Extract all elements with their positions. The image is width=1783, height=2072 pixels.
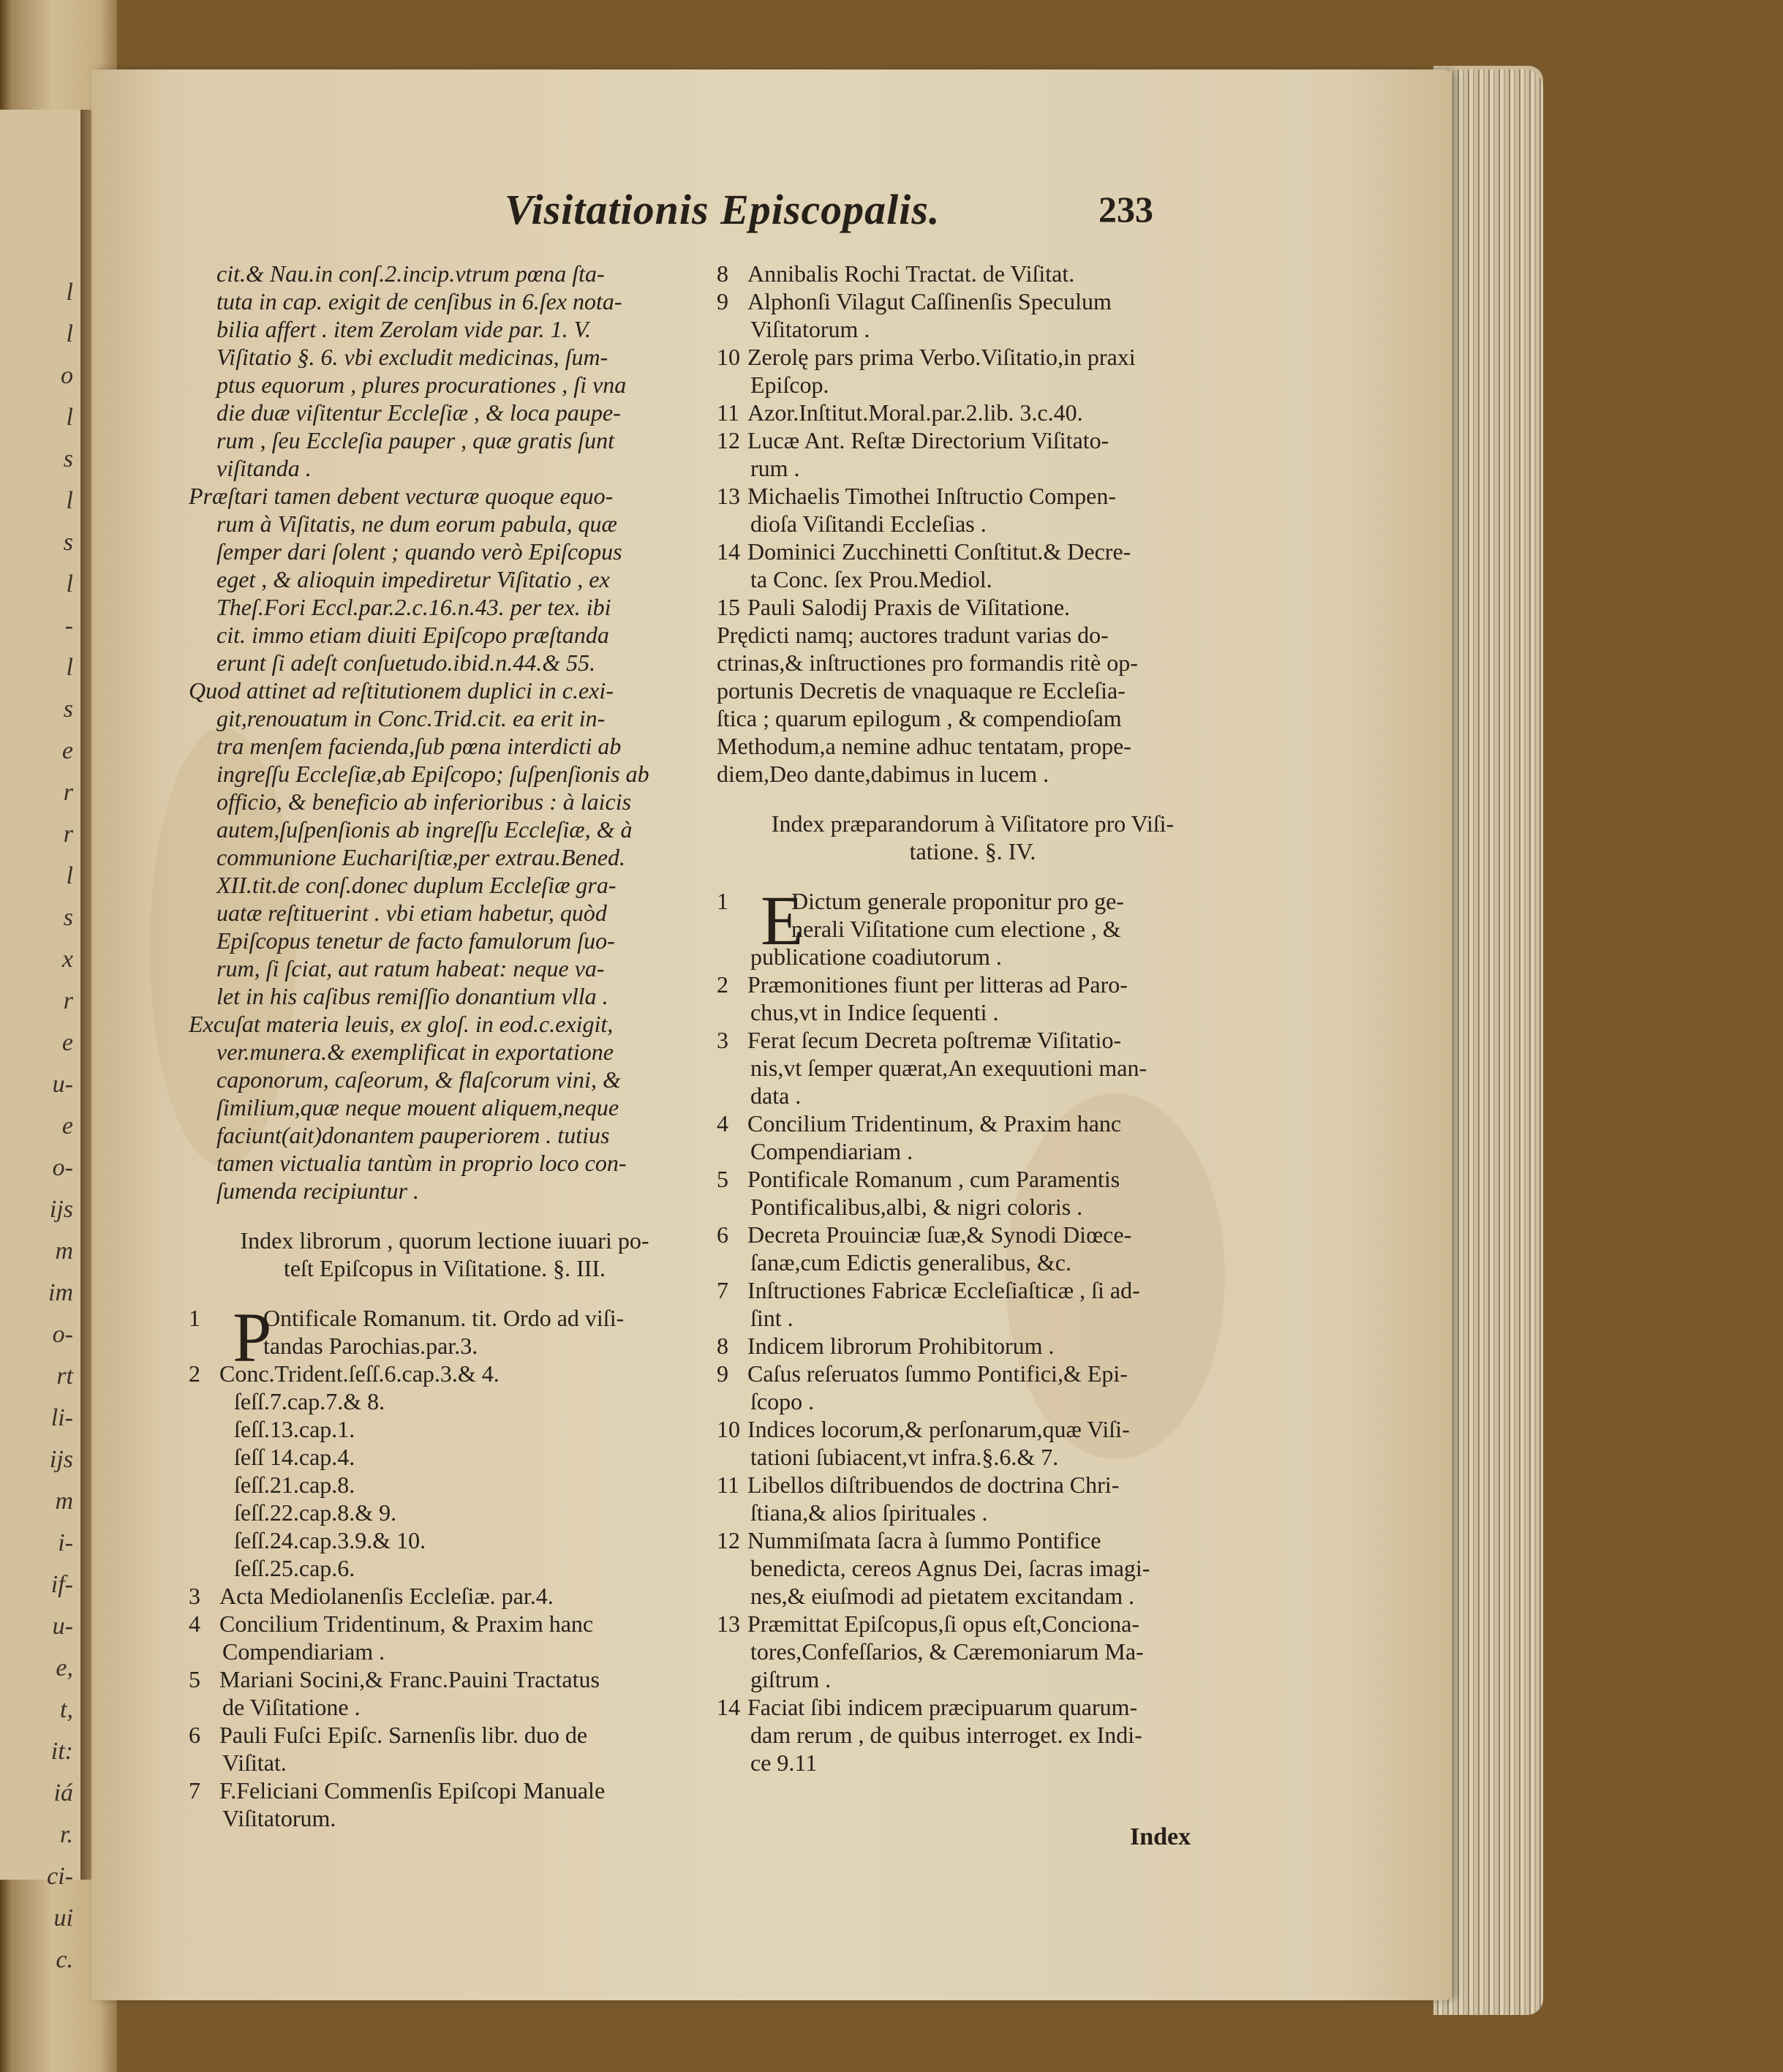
text-line: die duæ viſitentur Eccleſiæ , & loca paupe- bbox=[216, 399, 621, 426]
left-page-fragment: u- bbox=[52, 1071, 73, 1098]
left-page-fragment: e, bbox=[56, 1654, 73, 1681]
item-text: Pauli Fuſci Epiſc. Sarnenſis libr. duo de bbox=[219, 1722, 588, 1748]
list-item bbox=[717, 1610, 1229, 1638]
text-line: Index præparandorum à Viſitatore pro Viſi- bbox=[771, 810, 1175, 837]
item-text: Præmittat Epiſcopus,ſi opus eſt,Conciona- bbox=[747, 1610, 1139, 1637]
text-line: let in his caſibus remiſſio donantium vlla . bbox=[216, 983, 608, 1009]
list-item bbox=[717, 1499, 1229, 1526]
list-item bbox=[189, 1526, 701, 1554]
list-item bbox=[189, 1415, 701, 1443]
list-item bbox=[717, 454, 1229, 482]
item-text: ſeſſ.13.cap.1. bbox=[234, 1416, 355, 1442]
text-line: ctrinas,& inſtructiones pro formandis ritè op- bbox=[717, 649, 1138, 676]
item-text: rum . bbox=[750, 455, 800, 481]
item-text: ſeſſ 14.cap.4. bbox=[234, 1444, 355, 1470]
list-item bbox=[717, 915, 1229, 943]
item-number: 13 bbox=[717, 1610, 740, 1637]
index-iii-heading bbox=[189, 1227, 701, 1282]
item-text: ſanæ,cum Edictis generalibus, &c. bbox=[750, 1249, 1071, 1276]
item-text: ſeſſ.21.cap.8. bbox=[234, 1472, 355, 1498]
item-text: tores,Confeſſarios, & Cæremoniarum Ma- bbox=[750, 1638, 1144, 1665]
item-text: ſtiana,& alios ſpirituales . bbox=[750, 1499, 988, 1526]
item-text: Concilium Tridentinum, & Praxim hanc bbox=[747, 1110, 1122, 1137]
text-line: Præſtari tamen debent vecturæ quoque equo- bbox=[189, 483, 614, 509]
item-text: publicatione coadiutorum . bbox=[750, 943, 1002, 970]
left-page-fragment: s bbox=[63, 696, 73, 723]
text-line: caponorum, caſeorum, & flaſcorum vini, & bbox=[216, 1066, 621, 1093]
text-line: ſemper dari ſolent ; quando verò Epiſcopus bbox=[216, 538, 622, 565]
left-page-fragment: s bbox=[63, 445, 73, 472]
text-line: faciunt(ait)donantem pauperiorem . tutius bbox=[216, 1122, 610, 1148]
left-page-fragment: e bbox=[61, 1029, 73, 1056]
left-page-fragment: im bbox=[48, 1279, 73, 1306]
item-text: Viſitatorum. bbox=[222, 1805, 336, 1831]
left-page-fragment: r bbox=[63, 987, 73, 1014]
item-text: nes,& eiuſmodi ad pietatem excitandam . bbox=[750, 1583, 1135, 1609]
text-line: ptus equorum , plures procurationes , ſi vna bbox=[216, 372, 627, 398]
item-text: ſcopo . bbox=[750, 1388, 815, 1414]
text-line: Methodum,a nemine adhuc tentatam, prope- bbox=[717, 733, 1131, 759]
drop-capital: P bbox=[233, 1298, 272, 1376]
text-line: viſitanda . bbox=[216, 455, 312, 481]
item-text: Conc.Trident.ſeſſ.6.cap.3.& 4. bbox=[219, 1360, 500, 1387]
commentary-text bbox=[189, 260, 701, 1205]
list-item bbox=[717, 315, 1229, 343]
text-line: Quod attinet ad reſtitutionem duplici in c.exi- bbox=[189, 677, 614, 704]
list-item bbox=[717, 971, 1229, 998]
left-page-fragment: r bbox=[63, 779, 73, 806]
text-line: ingreſſu Eccleſiæ,ab Epiſcopo; ſuſpenſionis ab bbox=[216, 761, 649, 787]
list-item bbox=[717, 943, 1229, 971]
text-line: XII.tit.de conſ.donec duplum Eccleſiæ gra- bbox=[216, 872, 617, 898]
list-item bbox=[717, 1360, 1229, 1387]
left-page-fragment: e bbox=[61, 1112, 73, 1139]
index-iv-list bbox=[717, 881, 1229, 1777]
left-page-fragment: l bbox=[66, 862, 73, 889]
text-line: ſimilium,quæ neque mouent aliquem,neque bbox=[216, 1094, 619, 1120]
item-text: dioſa Viſitandi Eccleſias . bbox=[750, 511, 987, 537]
item-text: Decreta Prouinciæ ſuæ,& Synodi Diœce- bbox=[747, 1221, 1132, 1248]
item-text: data . bbox=[750, 1082, 802, 1109]
item-number: 5 bbox=[189, 1666, 200, 1692]
list-item bbox=[717, 1054, 1229, 1082]
text-line: autem,ſuſpenſionis ab ingreſſu Eccleſiæ, & à bbox=[216, 816, 633, 843]
item-text: dam rerum , de quibus interroget. ex Indi- bbox=[750, 1722, 1142, 1748]
item-text: Pauli Salodij Praxis de Viſitatione. bbox=[747, 594, 1071, 620]
list-item bbox=[717, 1582, 1229, 1610]
item-text: ce 9.11 bbox=[750, 1749, 818, 1776]
item-number: 14 bbox=[717, 1694, 740, 1720]
text-line: git,renouatum in Conc.Trid.cit. ea erit in- bbox=[216, 705, 606, 731]
item-number: 4 bbox=[717, 1110, 728, 1137]
text-line: diem,Deo dante,dabimus in lucem . bbox=[717, 761, 1049, 787]
list-item bbox=[189, 1471, 701, 1499]
list-item bbox=[189, 1777, 701, 1804]
list-item bbox=[717, 1554, 1229, 1582]
item-text: nerali Viſitatione cum electione , & bbox=[791, 916, 1121, 942]
list-item bbox=[189, 1332, 701, 1360]
left-page-fragment: c. bbox=[56, 1946, 73, 1973]
list-item bbox=[717, 1387, 1229, 1415]
item-text: ſeſſ.7.cap.7.& 8. bbox=[234, 1388, 385, 1414]
list-item bbox=[717, 1165, 1229, 1193]
page-number: 233 bbox=[1098, 189, 1153, 230]
item-text: tandas Parochias.par.3. bbox=[263, 1333, 478, 1359]
text-line: bilia affert . item Zerolam vide par. 1. V. bbox=[216, 316, 591, 342]
item-text: Ferat ſecum Decreta poſtremæ Viſitatio- bbox=[747, 1027, 1122, 1053]
list-item bbox=[717, 1471, 1229, 1499]
item-text: ſeſſ.22.cap.8.& 9. bbox=[234, 1499, 397, 1526]
item-text: ſeſſ.25.cap.6. bbox=[234, 1555, 355, 1581]
item-number: 6 bbox=[717, 1221, 728, 1248]
item-text: Indicem librorum Prohibitorum . bbox=[747, 1333, 1055, 1359]
item-number: 8 bbox=[717, 1333, 728, 1359]
item-number: 7 bbox=[717, 1277, 728, 1303]
text-line: rum, ſi ſciat, aut ratum habeat: neque va- bbox=[216, 955, 605, 982]
index-iii-list-continued bbox=[717, 260, 1229, 621]
list-item bbox=[717, 1415, 1229, 1443]
item-text: F.Feliciani Commenſis Epiſcopi Manuale bbox=[219, 1777, 606, 1804]
item-text: Concilium Tridentinum, & Praxim hanc bbox=[219, 1610, 594, 1637]
list-item bbox=[717, 1693, 1229, 1721]
left-column bbox=[189, 260, 701, 1832]
list-item bbox=[717, 1332, 1229, 1360]
item-text: Viſitat. bbox=[222, 1749, 287, 1776]
text-line: ſtica ; quarum epilogum , & compendioſam bbox=[717, 705, 1122, 731]
list-item bbox=[717, 482, 1229, 510]
list-item bbox=[717, 1082, 1229, 1110]
list-item bbox=[717, 1193, 1229, 1221]
text-line: eget , & alioquin impediretur Viſitatio , ex bbox=[216, 566, 610, 592]
left-page-fragment: iá bbox=[53, 1779, 73, 1807]
item-number: 2 bbox=[189, 1360, 200, 1387]
item-text: Viſitatorum . bbox=[750, 316, 870, 342]
item-text: Inſtructiones Fabricæ Eccleſiaſticæ , ſi ad- bbox=[747, 1277, 1140, 1303]
list-item bbox=[189, 1804, 701, 1832]
item-text: Annibalis Rochi Tractat. de Viſitat. bbox=[747, 260, 1075, 287]
left-page-fragment: if- bbox=[50, 1571, 73, 1598]
item-text: Compendiariam . bbox=[222, 1638, 385, 1665]
text-line: rum à Viſitatis, ne dum eorum pabula, quæ bbox=[216, 511, 617, 537]
item-number: 10 bbox=[717, 344, 740, 370]
left-page-fragment: it: bbox=[50, 1738, 73, 1765]
text-line: officio, & beneficio ab inferioribus : à laicis bbox=[216, 788, 632, 815]
item-text: Acta Mediolanenſis Eccleſiæ. par.4. bbox=[219, 1583, 554, 1609]
list-item bbox=[717, 1304, 1229, 1332]
list-item bbox=[717, 426, 1229, 454]
list-item bbox=[717, 510, 1229, 538]
text-line: Prędicti namq; auctores tradunt varias do- bbox=[717, 622, 1109, 648]
text-line: Index librorum , quorum lectione iuuari po- bbox=[240, 1227, 649, 1254]
list-item bbox=[717, 1638, 1229, 1665]
item-number: 11 bbox=[717, 399, 739, 426]
item-number: 1 bbox=[189, 1305, 200, 1331]
item-text: Mariani Socini,& Franc.Pauini Tractatus bbox=[219, 1666, 600, 1692]
item-number: 10 bbox=[717, 1416, 740, 1442]
item-text: ta Conc. ſex Prou.Mediol. bbox=[750, 566, 992, 592]
list-item bbox=[717, 538, 1229, 565]
list-item bbox=[189, 1443, 701, 1471]
item-text: nis,vt ſemper quærat,An exequutioni man- bbox=[750, 1055, 1147, 1081]
left-page-fragment: rt bbox=[56, 1363, 73, 1390]
list-item bbox=[717, 1721, 1229, 1749]
left-page-fragment: t, bbox=[60, 1696, 73, 1723]
text-line: tamen victualia tantùm in proprio loco con- bbox=[216, 1150, 627, 1176]
item-text: benedicta, cereos Agnus Dei, ſacras imagi- bbox=[750, 1555, 1150, 1581]
item-text: Pontificale Romanum , cum Paramentis bbox=[747, 1166, 1120, 1192]
item-text: Compendiariam . bbox=[750, 1138, 913, 1164]
list-item bbox=[717, 371, 1229, 399]
text-line: uatæ reſtituerint . vbi etiam habetur, quòd bbox=[216, 900, 607, 926]
item-number: 8 bbox=[717, 260, 728, 287]
item-text: Præmonitiones fiunt per litteras ad Paro- bbox=[747, 971, 1128, 998]
index-iii-list bbox=[189, 1298, 701, 1832]
list-item bbox=[189, 1665, 701, 1693]
list-item bbox=[189, 1582, 701, 1610]
right-column bbox=[717, 260, 1229, 1777]
item-text: Dictum generale proponitur pro ge- bbox=[791, 888, 1124, 914]
list-item bbox=[717, 593, 1229, 621]
item-number: 4 bbox=[189, 1610, 200, 1637]
item-number: 9 bbox=[717, 288, 728, 314]
drop-capital: E bbox=[761, 881, 804, 960]
list-item bbox=[189, 1749, 701, 1777]
list-item bbox=[717, 565, 1229, 593]
item-text: Michaelis Timothei Inſtructio Compen- bbox=[747, 483, 1116, 509]
item-number: 7 bbox=[189, 1777, 200, 1804]
item-text: Lucæ Ant. Reſtæ Directorium Viſitato- bbox=[747, 427, 1109, 453]
running-head-title: Visitationis Episcopalis. bbox=[505, 186, 940, 233]
item-number: 13 bbox=[717, 483, 740, 509]
text-line: Viſitatio §. 6. vbi excludit medicinas, ſum- bbox=[216, 344, 608, 370]
left-page-fragment: s bbox=[63, 904, 73, 931]
left-page-fragment: e bbox=[61, 737, 73, 764]
item-number: 15 bbox=[717, 594, 740, 620]
item-text: Indices locorum,& perſonarum,quæ Viſi- bbox=[747, 1416, 1130, 1442]
left-page-fragment: - bbox=[64, 612, 73, 639]
item-number: 5 bbox=[717, 1166, 728, 1192]
left-page-fragment: ui bbox=[53, 1905, 73, 1932]
list-item bbox=[189, 1610, 701, 1638]
text-line: portunis Decretis de vnaquaque re Eccleſia- bbox=[717, 677, 1126, 704]
list-item bbox=[189, 1554, 701, 1582]
left-page-fragment: o- bbox=[52, 1321, 73, 1348]
item-number: 12 bbox=[717, 427, 740, 453]
left-page-fragment: ijs bbox=[49, 1446, 73, 1473]
list-item bbox=[717, 1110, 1229, 1137]
text-line: teſt Epiſcopus in Viſitatione. §. III. bbox=[283, 1255, 606, 1281]
list-item bbox=[717, 1248, 1229, 1276]
left-page-fragment: l bbox=[66, 320, 73, 347]
list-item bbox=[717, 1526, 1229, 1554]
left-page-fragment: i- bbox=[58, 1529, 73, 1556]
text-line: communione Euchariſtiæ,per extrau.Bened. bbox=[216, 844, 625, 870]
text-line: cit.& Nau.in conſ.2.incip.vtrum pœna ſta- bbox=[216, 260, 605, 287]
text-line: rum , ſeu Eccleſia pauper , quæ gratis ſunt bbox=[216, 427, 614, 453]
item-text: Ontificale Romanum. tit. Ordo ad viſi- bbox=[263, 1305, 625, 1331]
left-page-fragment: x bbox=[61, 946, 73, 973]
list-item bbox=[189, 1721, 701, 1749]
item-number: 12 bbox=[717, 1527, 740, 1553]
item-text: Azor.Inſtitut.Moral.par.2.lib. 3.c.40. bbox=[747, 399, 1083, 426]
list-item bbox=[189, 1693, 701, 1721]
left-page-fragment: m bbox=[55, 1488, 73, 1515]
left-page-fragment: s bbox=[63, 529, 73, 556]
list-item bbox=[717, 998, 1229, 1026]
list-item bbox=[189, 1360, 701, 1387]
item-number: 2 bbox=[717, 971, 728, 998]
closing-paragraph bbox=[717, 621, 1229, 788]
text-line: Theſ.Fori Eccl.par.2.c.16.n.43. per tex. ibi bbox=[216, 594, 611, 620]
list-item bbox=[717, 287, 1229, 315]
item-number: 3 bbox=[189, 1583, 200, 1609]
left-page-fragment: li- bbox=[50, 1404, 73, 1431]
item-text: Dominici Zucchinetti Conſtitut.& Decre- bbox=[747, 538, 1131, 565]
item-text: Zerolę pars prima Verbo.Viſitatio,in praxi bbox=[747, 344, 1136, 370]
text-line: tra menſem facienda,ſub pœna interdicti ab bbox=[216, 733, 622, 759]
text-line: cit. immo etiam diuiti Epiſcopo præſtanda bbox=[216, 622, 609, 648]
left-page-fragment: ci- bbox=[47, 1863, 73, 1890]
left-page-fragment: u- bbox=[52, 1613, 73, 1640]
left-page-fragment: l bbox=[66, 654, 73, 681]
left-page-fragment: m bbox=[55, 1237, 73, 1265]
item-text: ſint . bbox=[750, 1305, 794, 1331]
item-text: Pontificalibus,albi, & nigri coloris . bbox=[750, 1194, 1083, 1220]
item-number: 3 bbox=[717, 1027, 728, 1053]
running-head bbox=[0, 185, 1783, 233]
text-line: tatione. §. IV. bbox=[909, 838, 1036, 864]
list-item bbox=[717, 260, 1229, 287]
item-text: tationi ſubiacent,vt infra.§.6.& 7. bbox=[750, 1444, 1059, 1470]
list-item bbox=[717, 1665, 1229, 1693]
left-page-fragment: ijs bbox=[49, 1196, 73, 1223]
left-page-fragment: l bbox=[66, 279, 73, 306]
list-item bbox=[717, 343, 1229, 371]
item-text: Caſus reſeruatos ſummo Pontifici,& Epi- bbox=[747, 1360, 1128, 1387]
item-text: ſeſſ.24.cap.3.9.& 10. bbox=[234, 1527, 426, 1553]
left-page-fragment: l bbox=[66, 487, 73, 514]
item-number: 14 bbox=[717, 538, 740, 565]
text-line: ver.munera.& exemplificat in exportatione bbox=[216, 1039, 614, 1065]
item-number: 1 bbox=[717, 888, 728, 914]
list-item bbox=[717, 1137, 1229, 1165]
item-number: 6 bbox=[189, 1722, 200, 1748]
left-page-fragment: l bbox=[66, 570, 73, 598]
item-text: Libellos diſtribuendos de doctrina Chri- bbox=[747, 1472, 1120, 1498]
text-line: Epiſcopus tenetur de facto famulorum ſuo- bbox=[216, 927, 615, 954]
left-page-fragment: r bbox=[63, 821, 73, 848]
list-item bbox=[189, 1499, 701, 1526]
text-line: Excuſat materia leuis, ex gloſ. in eod.c.exigit, bbox=[189, 1011, 614, 1037]
left-page-fragment: o bbox=[61, 362, 73, 389]
list-item bbox=[717, 1276, 1229, 1304]
item-text: Epiſcop. bbox=[750, 372, 829, 398]
text-line: erunt ſi adeſt conſuetudo.ibid.n.44.& 55. bbox=[216, 649, 596, 676]
catchword: Index bbox=[1130, 1823, 1191, 1850]
list-item bbox=[717, 1026, 1229, 1054]
list-item bbox=[717, 1221, 1229, 1248]
text-line: tuta in cap. exigit de cenſibus in 6.ſex nota- bbox=[216, 288, 622, 314]
list-item bbox=[717, 1749, 1229, 1777]
left-page-fragment: r. bbox=[60, 1821, 73, 1848]
item-text: de Viſitatione . bbox=[222, 1694, 361, 1720]
item-number: 9 bbox=[717, 1360, 728, 1387]
item-text: giſtrum . bbox=[750, 1666, 832, 1692]
item-number: 11 bbox=[717, 1472, 739, 1498]
list-item bbox=[189, 1638, 701, 1665]
item-text: Faciat ſibi indicem præcipuarum quarum- bbox=[747, 1694, 1138, 1720]
list-item bbox=[717, 399, 1229, 426]
text-line: ſumenda recipiuntur . bbox=[216, 1178, 419, 1204]
list-item bbox=[189, 1387, 701, 1415]
item-text: Alphonſi Vilagut Caſſinenſis Speculum bbox=[747, 288, 1112, 314]
item-text: Nummiſmata ſacra à ſummo Pontifice bbox=[747, 1527, 1101, 1553]
left-page-fragment: l bbox=[66, 404, 73, 431]
left-page-fragment: o- bbox=[52, 1154, 73, 1181]
index-iv-heading bbox=[717, 810, 1229, 865]
item-text: chus,vt in Indice ſequenti . bbox=[750, 999, 999, 1025]
list-item bbox=[717, 1443, 1229, 1471]
